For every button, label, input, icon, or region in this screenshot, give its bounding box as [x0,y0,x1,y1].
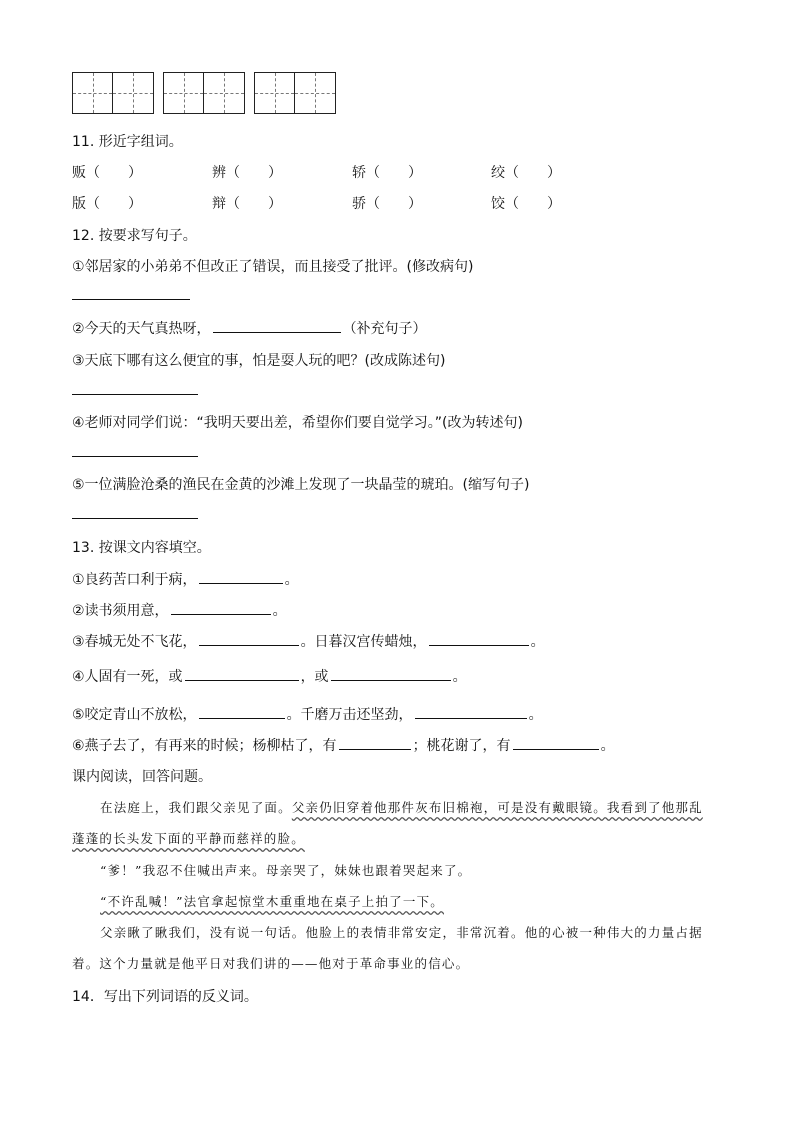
answer-blank[interactable] [331,666,451,681]
q11-item: 绞（ ） [491,165,561,181]
q13-l3-text-2: 。日暮汉宫传蜡烛， [300,634,427,650]
q13-l1-text: ①良药苦口利于病， [72,572,197,588]
q11-item: 版（ ） [72,196,142,212]
writing-grid-2 [163,72,245,114]
q12-sentence-4: ④老师对同学们说：“我明天要出差，希望你们要自觉学习。”(改为转述句) [72,415,523,431]
answer-blank[interactable] [213,318,341,333]
answer-blank[interactable] [199,631,299,646]
passage-p4-line2: 着。这个力量就是他平日对我们讲的——他对于革命事业的信心。 [72,956,470,971]
q12-title: 12. 按要求写句子。 [72,228,197,244]
q13-l4-text-2: ，或 [300,669,329,685]
q13-l2-text: ②读书须用意， [72,603,169,619]
passage-p3 [100,892,444,910]
period: 。 [452,669,467,685]
reading-title: 课内阅读，回答问题。 [72,769,212,785]
q13-line-3 [72,631,545,651]
grid-cell[interactable] [73,73,113,113]
passage-text: 在法庭上，我们跟父亲见了面。 [100,800,292,815]
grid-cell[interactable] [295,73,335,113]
q12-sentence-5: ⑤一位满脸沧桑的渔民在金黄的沙滩上发现了一块晶莹的琥珀。(缩写句子) [72,477,530,493]
answer-line[interactable] [72,299,190,300]
q11-item: 轿（ ） [352,165,422,181]
answer-line[interactable] [72,394,198,395]
q11-item: 贩（ ） [72,165,142,181]
q13-line-6 [72,735,615,755]
q13-l5-text-2: 。千磨万击还坚劲， [286,707,413,723]
passage-p2: “爹！”我忍不住喊出声来。母亲哭了，妹妹也跟着哭起来了。 [100,863,472,878]
q12-sentence-1: ①邻居家的小弟弟不但改正了错误，而且接受了批评。(修改病句) [72,259,474,275]
passage-wavy-text: “不许乱喊！”法官拿起惊堂木重重地在桌子上拍了一下。 [100,894,444,909]
grid-cell[interactable] [113,73,153,113]
passage-p1-line2 [72,829,305,847]
answer-blank[interactable] [171,600,271,615]
answer-line[interactable] [72,456,198,457]
q13-l6-text-2: ；桃花谢了，有 [412,738,511,754]
period: 。 [600,738,615,754]
q12-sentence-3: ③天底下哪有这么便宜的事，怕是耍人玩的吧？(改成陈述句) [72,353,446,369]
q14-title: 14．写出下列词语的反义词。 [72,989,258,1005]
q13-line-2 [72,600,287,620]
q12-s2-hint: （补充句子） [342,321,427,337]
q13-line-4 [72,666,467,686]
q11-item: 辩（ ） [212,196,282,212]
writing-grid-1 [72,72,154,114]
q11-item: 辨（ ） [212,165,282,181]
passage-p1-line1 [100,798,703,816]
period: 。 [284,572,299,588]
q12-s2-text: ②今天的天气真热呀， [72,321,211,337]
q13-line-5 [72,704,543,724]
answer-blank[interactable] [339,735,411,750]
q11-title: 11. 形近字组词。 [72,134,183,150]
passage-p4-line1: 父亲瞅了瞅我们，没有说一句话。他脸上的表情非常安定，非常沉着。他的心被一种伟大的力量占据 [100,925,703,940]
q13-l6-text: ⑥燕子去了，有再来的时候；杨柳枯了，有 [72,738,337,754]
answer-blank[interactable] [199,704,285,719]
passage-wavy-text: 父亲仍旧穿着他那件灰布旧棉袍，可是没有戴眼镜。我看到了他那乱 [291,800,703,815]
answer-blank[interactable] [415,704,527,719]
period: 。 [530,634,545,650]
answer-line[interactable] [72,518,198,519]
period: 。 [272,603,287,619]
grid-cell[interactable] [204,73,244,113]
q13-l3-text: ③春城无处不飞花， [72,634,197,650]
q12-sentence-2 [72,318,427,338]
answer-blank[interactable] [429,631,529,646]
q11-item: 骄（ ） [352,196,422,212]
answer-blank[interactable] [513,735,599,750]
grid-cell[interactable] [164,73,204,113]
answer-blank[interactable] [185,666,299,681]
grid-cell[interactable] [255,73,295,113]
q13-line-1 [72,569,299,589]
q11-item: 饺（ ） [491,196,561,212]
q13-l4-text: ④人固有一死，或 [72,669,183,685]
q13-l5-text: ⑤咬定青山不放松， [72,707,197,723]
passage-wavy-text: 蓬蓬的长头发下面的平静而慈祥的脸。 [72,831,305,846]
answer-blank[interactable] [199,569,283,584]
q13-title: 13. 按课文内容填空。 [72,540,211,556]
writing-grid-3 [254,72,336,114]
period: 。 [528,707,543,723]
